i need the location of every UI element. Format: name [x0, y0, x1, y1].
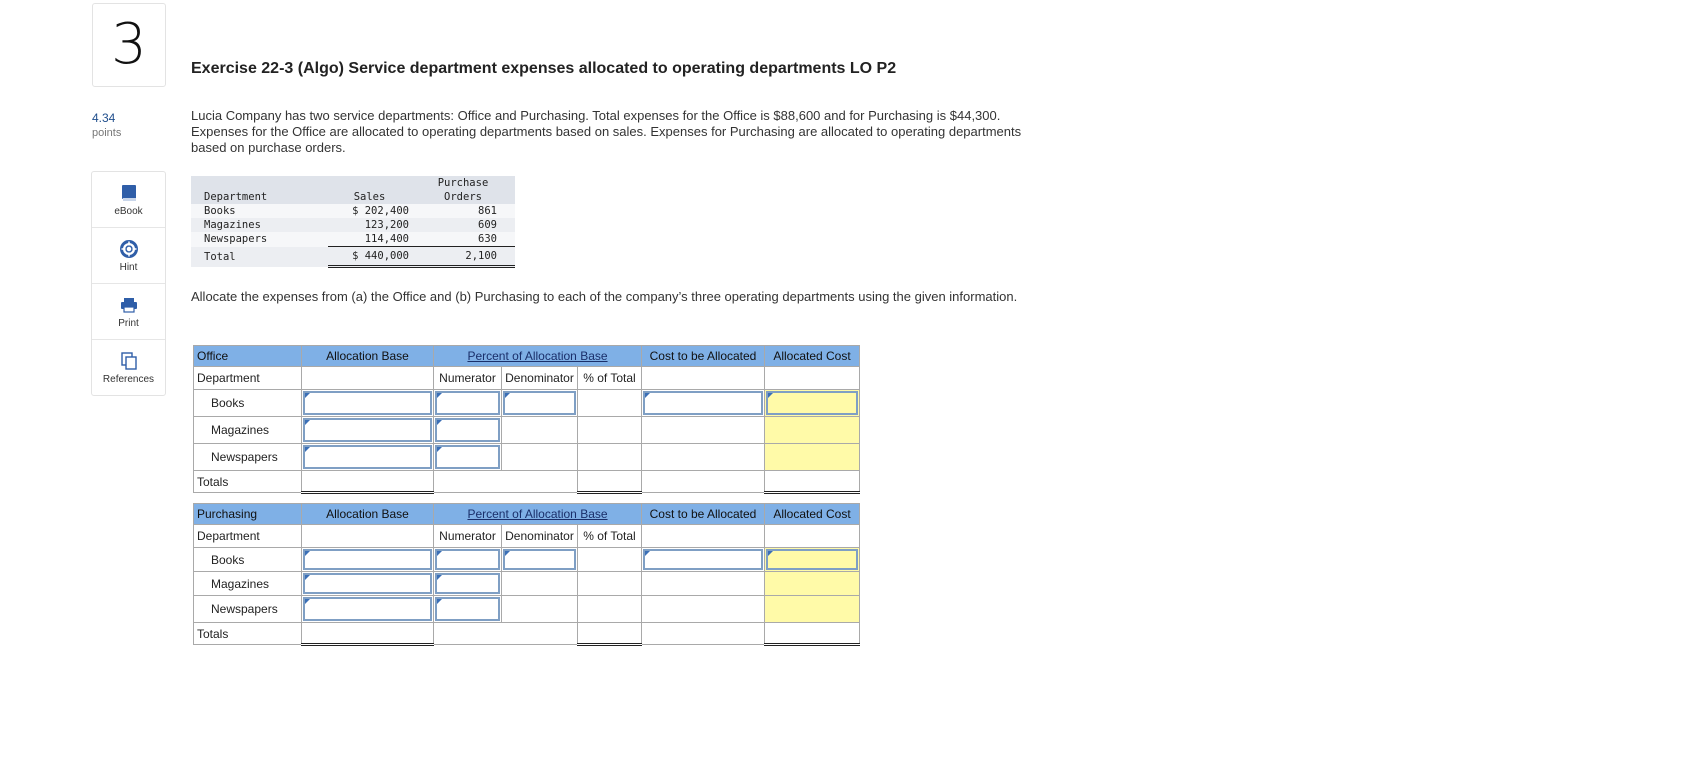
office-header-row	[194, 346, 860, 367]
purchasing-cost-to-be-allocated-input[interactable]	[642, 548, 765, 572]
purchasing-magazines-pct-cell	[578, 572, 642, 596]
numerator-subheader: Numerator	[434, 525, 502, 548]
pct-of-total-subheader: % of Total	[578, 367, 642, 390]
data-sales: 123,200	[328, 218, 413, 232]
data-total-orders: 2,100	[413, 247, 515, 267]
numerator-subheader: Numerator	[434, 367, 502, 390]
data-department: Books	[191, 204, 328, 218]
row-label-books: Books	[194, 548, 302, 572]
allocation-base-header: Allocation Base	[302, 346, 434, 367]
office-allocation-grid	[193, 345, 860, 494]
data-sales: 114,400	[328, 232, 413, 247]
office-total-allocated-cost	[765, 471, 860, 493]
print-button[interactable]	[92, 284, 165, 340]
data-table-header-row-1	[191, 176, 515, 190]
purchasing-subheader-row	[194, 525, 860, 548]
data-row-books	[191, 204, 515, 218]
department-subheader: Department	[194, 367, 302, 390]
data-department: Magazines	[191, 218, 328, 232]
references-button[interactable]	[92, 340, 165, 395]
data-row-newspapers	[191, 232, 515, 247]
question-number-box	[92, 3, 166, 87]
ebook-label: eBook	[114, 205, 143, 217]
office-row-magazines	[194, 417, 860, 444]
allocated-cost-header: Allocated Cost	[765, 504, 860, 525]
data-row-magazines	[191, 218, 515, 232]
data-table-header-row-2	[191, 190, 515, 204]
data-orders: 609	[413, 218, 515, 232]
office-total-pct	[578, 471, 642, 493]
purchasing-header-row	[194, 504, 860, 525]
data-orders: 861	[413, 204, 515, 218]
row-label-newspapers: Newspapers	[194, 444, 302, 471]
denominator-subheader: Denominator	[502, 525, 578, 548]
office-books-allocated-cost-cell[interactable]	[765, 390, 860, 417]
purchasing-total-allocated-cost	[765, 623, 860, 645]
office-row-totals	[194, 471, 860, 493]
hint-label: Hint	[119, 261, 138, 273]
cost-to-be-allocated-header: Cost to be Allocated	[642, 504, 765, 525]
sales-header: Sales	[328, 190, 413, 204]
problem-prompt: Lucia Company has two service departments: Office and Purchasing. Total expenses for the Office is $88,600 and for Purchasing is $44,300. Expenses for the Office are allocated to operating departments based on sales. Expenses for Purchasing are allocated to operating departments based on purchase orders.	[191, 108, 1022, 155]
purchase-orders-header-line2: Orders	[413, 190, 515, 204]
exercise-title: Exercise 22-3 (Algo) Service department expenses allocated to operating departments LO P2	[191, 60, 897, 77]
purchasing-magazines-allocation-base-input[interactable]	[302, 572, 434, 596]
data-total-label: Total	[191, 247, 328, 267]
office-magazines-allocated-cost-cell	[765, 417, 860, 444]
references-label: References	[102, 373, 155, 385]
ebook-button[interactable]	[92, 172, 165, 228]
cost-to-be-allocated-header: Cost to be Allocated	[642, 346, 765, 367]
totals-label: Totals	[194, 623, 302, 645]
data-department: Newspapers	[191, 232, 328, 247]
office-title: Office	[194, 346, 302, 367]
purchasing-allocation-grid	[193, 503, 860, 646]
row-label-magazines: Magazines	[194, 417, 302, 444]
office-row-books	[194, 390, 860, 417]
office-allocation-base-dept-input[interactable]	[302, 367, 434, 390]
purchasing-newspapers-pct-cell	[578, 596, 642, 623]
denominator-subheader: Denominator	[502, 367, 578, 390]
purchasing-row-totals	[194, 623, 860, 645]
purchasing-total-pct	[578, 623, 642, 645]
question-number: 3	[111, 12, 147, 77]
office-newspapers-allocation-base-input[interactable]	[302, 444, 434, 471]
totals-label: Totals	[194, 471, 302, 493]
purchase-orders-header-line1: Purchase	[413, 176, 515, 190]
purchasing-newspapers-allocation-base-input[interactable]	[302, 596, 434, 623]
office-row-newspapers	[194, 444, 860, 471]
points-indicator	[92, 111, 121, 139]
purchasing-books-denominator-input[interactable]	[502, 548, 578, 572]
office-total-allocation-base	[302, 471, 434, 493]
purchasing-newspapers-allocated-cost-cell	[765, 596, 860, 623]
data-total-sales: $ 440,000	[328, 247, 413, 267]
office-newspapers-allocated-cost-cell	[765, 444, 860, 471]
allocation-base-header: Allocation Base	[302, 504, 434, 525]
allocated-cost-header: Allocated Cost	[765, 346, 860, 367]
office-books-numerator-input[interactable]	[434, 390, 502, 417]
purchasing-allocation-base-dept-input[interactable]	[302, 525, 434, 548]
purchasing-row-books	[194, 548, 860, 572]
office-newspapers-numerator-input[interactable]	[434, 444, 502, 471]
office-books-pct-cell	[578, 390, 642, 417]
points-label: points	[92, 127, 122, 139]
purchasing-row-magazines	[194, 572, 860, 596]
instruction-text: Allocate the expenses from (a) the Office and (b) Purchasing to each of the company’s three operating departments using the given information.	[191, 289, 1018, 304]
office-magazines-pct-cell	[578, 417, 642, 444]
given-data-table	[191, 176, 515, 268]
purchasing-books-pct-cell	[578, 548, 642, 572]
pct-of-total-subheader: % of Total	[578, 525, 642, 548]
department-header: Department	[191, 190, 328, 204]
row-label-newspapers: Newspapers	[194, 596, 302, 623]
purchasing-newspapers-numerator-input[interactable]	[434, 596, 502, 623]
purchasing-magazines-numerator-input[interactable]	[434, 572, 502, 596]
lifebuoy-icon	[120, 239, 138, 259]
book-icon	[121, 183, 137, 203]
data-orders: 630	[413, 232, 515, 247]
purchasing-books-allocated-cost-cell[interactable]	[765, 548, 860, 572]
purchasing-books-allocation-base-input[interactable]	[302, 548, 434, 572]
office-magazines-numerator-input[interactable]	[434, 417, 502, 444]
data-row-total	[191, 247, 515, 267]
office-cost-to-be-allocated-input[interactable]	[642, 390, 765, 417]
printer-icon	[120, 295, 138, 315]
purchasing-magazines-allocated-cost-cell	[765, 572, 860, 596]
references-icon	[121, 351, 137, 371]
office-books-allocation-base-input[interactable]	[302, 390, 434, 417]
purchasing-total-allocation-base	[302, 623, 434, 645]
purchasing-books-numerator-input[interactable]	[434, 548, 502, 572]
office-newspapers-pct-cell	[578, 444, 642, 471]
office-magazines-allocation-base-input[interactable]	[302, 417, 434, 444]
percent-of-allocation-base-header: Percent of Allocation Base	[434, 504, 642, 525]
data-sales: $ 202,400	[328, 204, 413, 218]
row-label-books: Books	[194, 390, 302, 417]
purchasing-row-newspapers	[194, 596, 860, 623]
tools-panel	[91, 171, 166, 396]
purchasing-title: Purchasing	[194, 504, 302, 525]
department-subheader: Department	[194, 525, 302, 548]
office-subheader-row	[194, 367, 860, 390]
hint-button[interactable]	[92, 228, 165, 284]
points-value: 4.34	[92, 111, 116, 125]
print-label: Print	[118, 317, 139, 329]
percent-of-allocation-base-header: Percent of Allocation Base	[434, 346, 642, 367]
row-label-magazines: Magazines	[194, 572, 302, 596]
office-books-denominator-input[interactable]	[502, 390, 578, 417]
